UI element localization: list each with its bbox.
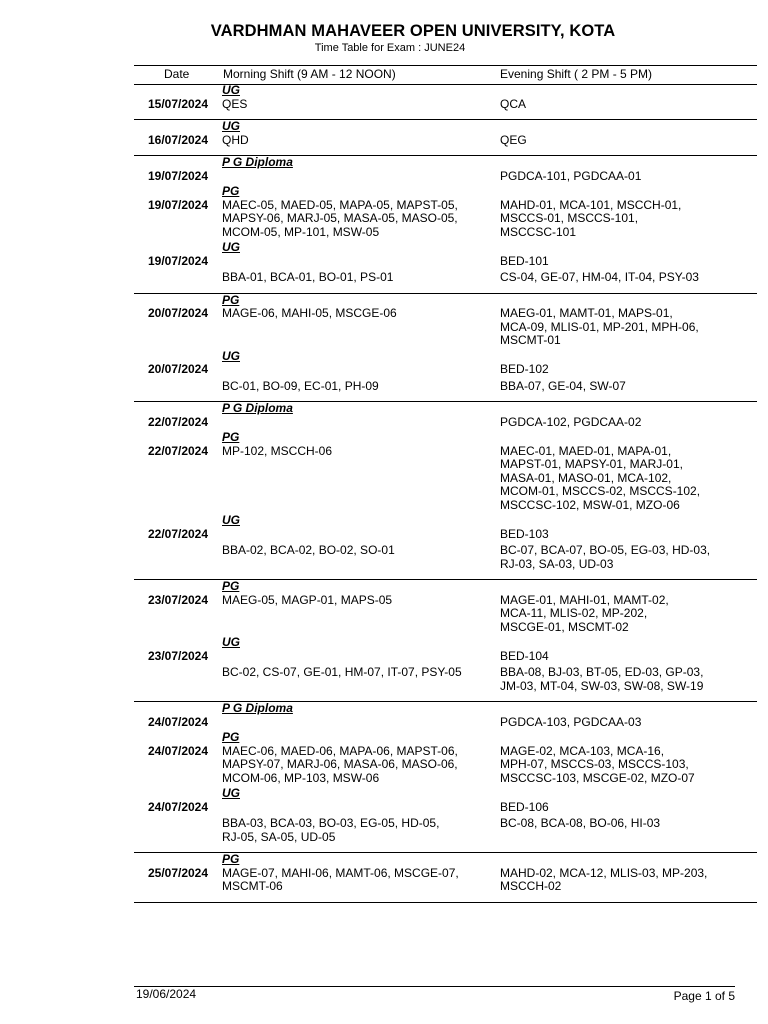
table-row — [134, 541, 757, 571]
program-section — [134, 853, 757, 867]
evening-papers: QEG — [500, 132, 527, 147]
exam-date — [134, 271, 222, 285]
program-section — [134, 183, 757, 199]
morning-papers: MP-102, MSCCH-06 — [222, 443, 333, 458]
table-row — [134, 801, 757, 815]
exam-date-group — [134, 294, 757, 403]
program-label: PG — [222, 184, 240, 198]
exam-date: 25/07/2024 — [147, 865, 209, 880]
program-section — [134, 294, 757, 308]
evening-papers: MAGE-01, MAHI-01, MAMT-02, MCA-11, MLIS-02, MP-202, MSCGE-01, MSCMT-02 — [500, 592, 669, 634]
program-label: PG — [222, 292, 240, 307]
exam-date — [134, 380, 222, 394]
program-section — [134, 156, 757, 170]
program-section — [134, 634, 757, 650]
table-row — [134, 814, 757, 844]
exam-date-group — [134, 853, 757, 903]
evening-papers: MAHD-02, MCA-12, MLIS-03, MP-203, MSCCH-02 — [500, 865, 708, 893]
table-row — [134, 867, 757, 894]
morning-papers: MAGE-06, MAHI-05, MSCGE-06 — [222, 306, 397, 320]
exam-date-group — [134, 120, 757, 156]
exam-date-group — [134, 402, 757, 580]
column-header-evening: Evening Shift ( 2 PM - 5 PM) — [500, 67, 653, 81]
exam-date: 20/07/2024 — [147, 362, 209, 376]
footer-page-number: Page 1 of 5 — [673, 989, 735, 1003]
table-row — [134, 98, 757, 112]
timetable-body — [134, 84, 757, 903]
program-section — [134, 512, 757, 528]
evening-papers: MAEG-01, MAMT-01, MAPS-01, MCA-09, MLIS-01, MP-201, MPH-06, MSCMT-01 — [500, 306, 699, 347]
morning-papers: MAEC-05, MAED-05, MAPA-05, MAPST-05, MAPSY-06, MARJ-05, MASA-05, MASO-05, MCOM-05, MP-101, MSW-05 — [222, 197, 458, 239]
morning-papers — [222, 716, 500, 730]
exam-date: 15/07/2024 — [147, 96, 209, 111]
program-label: UG — [222, 635, 240, 649]
morning-papers — [222, 801, 500, 815]
table-row — [134, 594, 757, 635]
exam-date-group — [134, 702, 757, 853]
table-row — [134, 663, 757, 693]
table-row — [134, 199, 757, 240]
program-section — [134, 429, 757, 445]
column-header-date: Date — [164, 67, 190, 81]
evening-papers: PGDCA-102, PGDCAA-02 — [500, 414, 642, 429]
evening-papers: BBA-08, BJ-03, BT-05, ED-03, GP-03, JM-03, MT-04, SW-03, SW-08, SW-19 — [500, 665, 704, 693]
morning-papers: MAEC-06, MAED-06, MAPA-06, MAPST-06, MAPSY-07, MARJ-06, MASA-06, MASO-06, MCOM-06, MP-103, MSW-06 — [222, 743, 458, 785]
evening-papers: BED-101 — [500, 253, 549, 268]
morning-papers: BC-02, CS-07, GE-01, HM-07, IT-07, PSY-05 — [222, 665, 462, 679]
program-label: P G Diploma — [222, 701, 293, 715]
morning-papers — [222, 363, 500, 377]
table-row — [134, 716, 757, 730]
morning-papers — [222, 416, 500, 430]
table-row — [134, 268, 757, 285]
evening-papers: BBA-07, GE-04, SW-07 — [500, 378, 626, 393]
evening-papers: BC-07, BCA-07, BO-05, EG-03, HD-03, RJ-03, SA-03, UD-03 — [500, 543, 711, 571]
morning-papers: QES — [222, 96, 248, 111]
exam-date-group — [134, 580, 757, 702]
program-label: UG — [222, 513, 240, 527]
program-label: P G Diploma — [222, 155, 293, 169]
exam-date: 22/07/2024 — [147, 526, 209, 541]
program-label: UG — [222, 348, 240, 363]
morning-papers: MAGE-07, MAHI-06, MAMT-06, MSCGE-07, MSCMT-06 — [222, 865, 459, 893]
program-label: UG — [222, 119, 240, 133]
program-section — [134, 84, 757, 98]
program-label: PG — [222, 852, 240, 866]
page-subtitle: Time Table for Exam : JUNE24 — [314, 42, 466, 54]
program-label: UG — [222, 786, 240, 800]
page-title: VARDHMAN MAHAVEER OPEN UNIVERSITY, KOTA — [210, 22, 616, 40]
evening-papers: BC-08, BCA-08, BO-06, HI-03 — [500, 816, 661, 830]
morning-papers — [222, 170, 500, 184]
program-section — [134, 729, 757, 745]
program-section — [134, 785, 757, 801]
table-row — [134, 255, 757, 269]
morning-papers: QHD — [222, 132, 249, 147]
table-header — [134, 65, 757, 85]
table-row — [134, 445, 757, 513]
program-label: PG — [222, 430, 240, 444]
exam-date: 23/07/2024 — [147, 648, 209, 663]
evening-papers: MAHD-01, MCA-101, MSCCH-01, MSCCS-01, MSCCS-101, MSCCSC-101 — [500, 197, 682, 239]
table-row — [134, 377, 757, 394]
morning-papers: MAEG-05, MAGP-01, MAPS-05 — [222, 592, 393, 607]
morning-papers — [222, 650, 500, 664]
program-label: PG — [222, 579, 240, 593]
table-row — [134, 528, 757, 542]
morning-papers: BC-01, BO-09, EC-01, PH-09 — [222, 378, 379, 393]
table-row — [134, 363, 757, 377]
exam-date: 23/07/2024 — [147, 592, 209, 607]
exam-date — [134, 817, 222, 844]
exam-date: 16/07/2024 — [147, 132, 209, 147]
morning-papers: BBA-02, BCA-02, BO-02, SO-01 — [222, 543, 395, 557]
program-section — [134, 580, 757, 594]
evening-papers: MAEC-01, MAED-01, MAPA-01, MAPST-01, MAPSY-01, MARJ-01, MASA-01, MASO-01, MCA-102, MCOM-01, MSCCS-02, MSCCS-102, MSCCSC-102, MSW-01, MZO-06 — [500, 443, 701, 512]
table-row — [134, 307, 757, 348]
program-section — [134, 402, 757, 416]
page-footer — [134, 986, 735, 1003]
table-row — [134, 134, 757, 148]
exam-date: 20/07/2024 — [147, 306, 209, 320]
morning-papers — [222, 255, 500, 269]
program-label: UG — [222, 240, 240, 254]
program-section — [134, 348, 757, 364]
exam-date-group — [134, 84, 757, 120]
evening-papers: BED-103 — [500, 526, 549, 541]
evening-papers: BED-102 — [500, 362, 549, 376]
morning-papers: BBA-03, BCA-03, BO-03, EG-05, HD-05, RJ-05, SA-05, UD-05 — [222, 816, 440, 844]
table-row — [134, 170, 757, 184]
exam-date: 24/07/2024 — [147, 799, 209, 814]
program-section — [134, 702, 757, 716]
program-label: UG — [222, 83, 240, 97]
exam-date: 24/07/2024 — [147, 743, 209, 758]
column-header-morning: Morning Shift (9 AM - 12 NOON) — [223, 67, 396, 81]
exam-date: 22/07/2024 — [147, 443, 209, 458]
evening-papers: PGDCA-103, PGDCAA-03 — [500, 714, 642, 729]
evening-papers: PGDCA-101, PGDCAA-01 — [500, 168, 642, 183]
morning-papers — [222, 528, 500, 542]
table-row — [134, 416, 757, 430]
program-label: PG — [222, 730, 240, 744]
program-section — [134, 120, 757, 134]
evening-papers: MAGE-02, MCA-103, MCA-16, MPH-07, MSCCS-03, MSCCS-103, MSCCSC-103, MSCGE-02, MZO-07 — [500, 743, 695, 785]
exam-date — [134, 544, 222, 571]
program-section — [134, 239, 757, 255]
evening-papers: BED-106 — [500, 799, 549, 814]
table-row — [134, 650, 757, 664]
table-row — [134, 745, 757, 786]
program-label: P G Diploma — [222, 401, 293, 415]
evening-papers: BED-104 — [500, 648, 549, 663]
exam-date: 19/07/2024 — [147, 168, 209, 183]
evening-papers: QCA — [500, 96, 527, 111]
morning-papers: BBA-01, BCA-01, BO-01, PS-01 — [222, 270, 394, 284]
exam-date: 22/07/2024 — [147, 414, 209, 429]
exam-date-group — [134, 156, 757, 294]
exam-date: 19/07/2024 — [147, 253, 209, 268]
exam-date: 19/07/2024 — [147, 197, 209, 212]
footer-date: 19/06/2024 — [136, 987, 197, 1001]
evening-papers: CS-04, GE-07, HM-04, IT-04, PSY-03 — [500, 270, 699, 284]
exam-date: 24/07/2024 — [147, 714, 209, 729]
exam-date — [134, 666, 222, 693]
